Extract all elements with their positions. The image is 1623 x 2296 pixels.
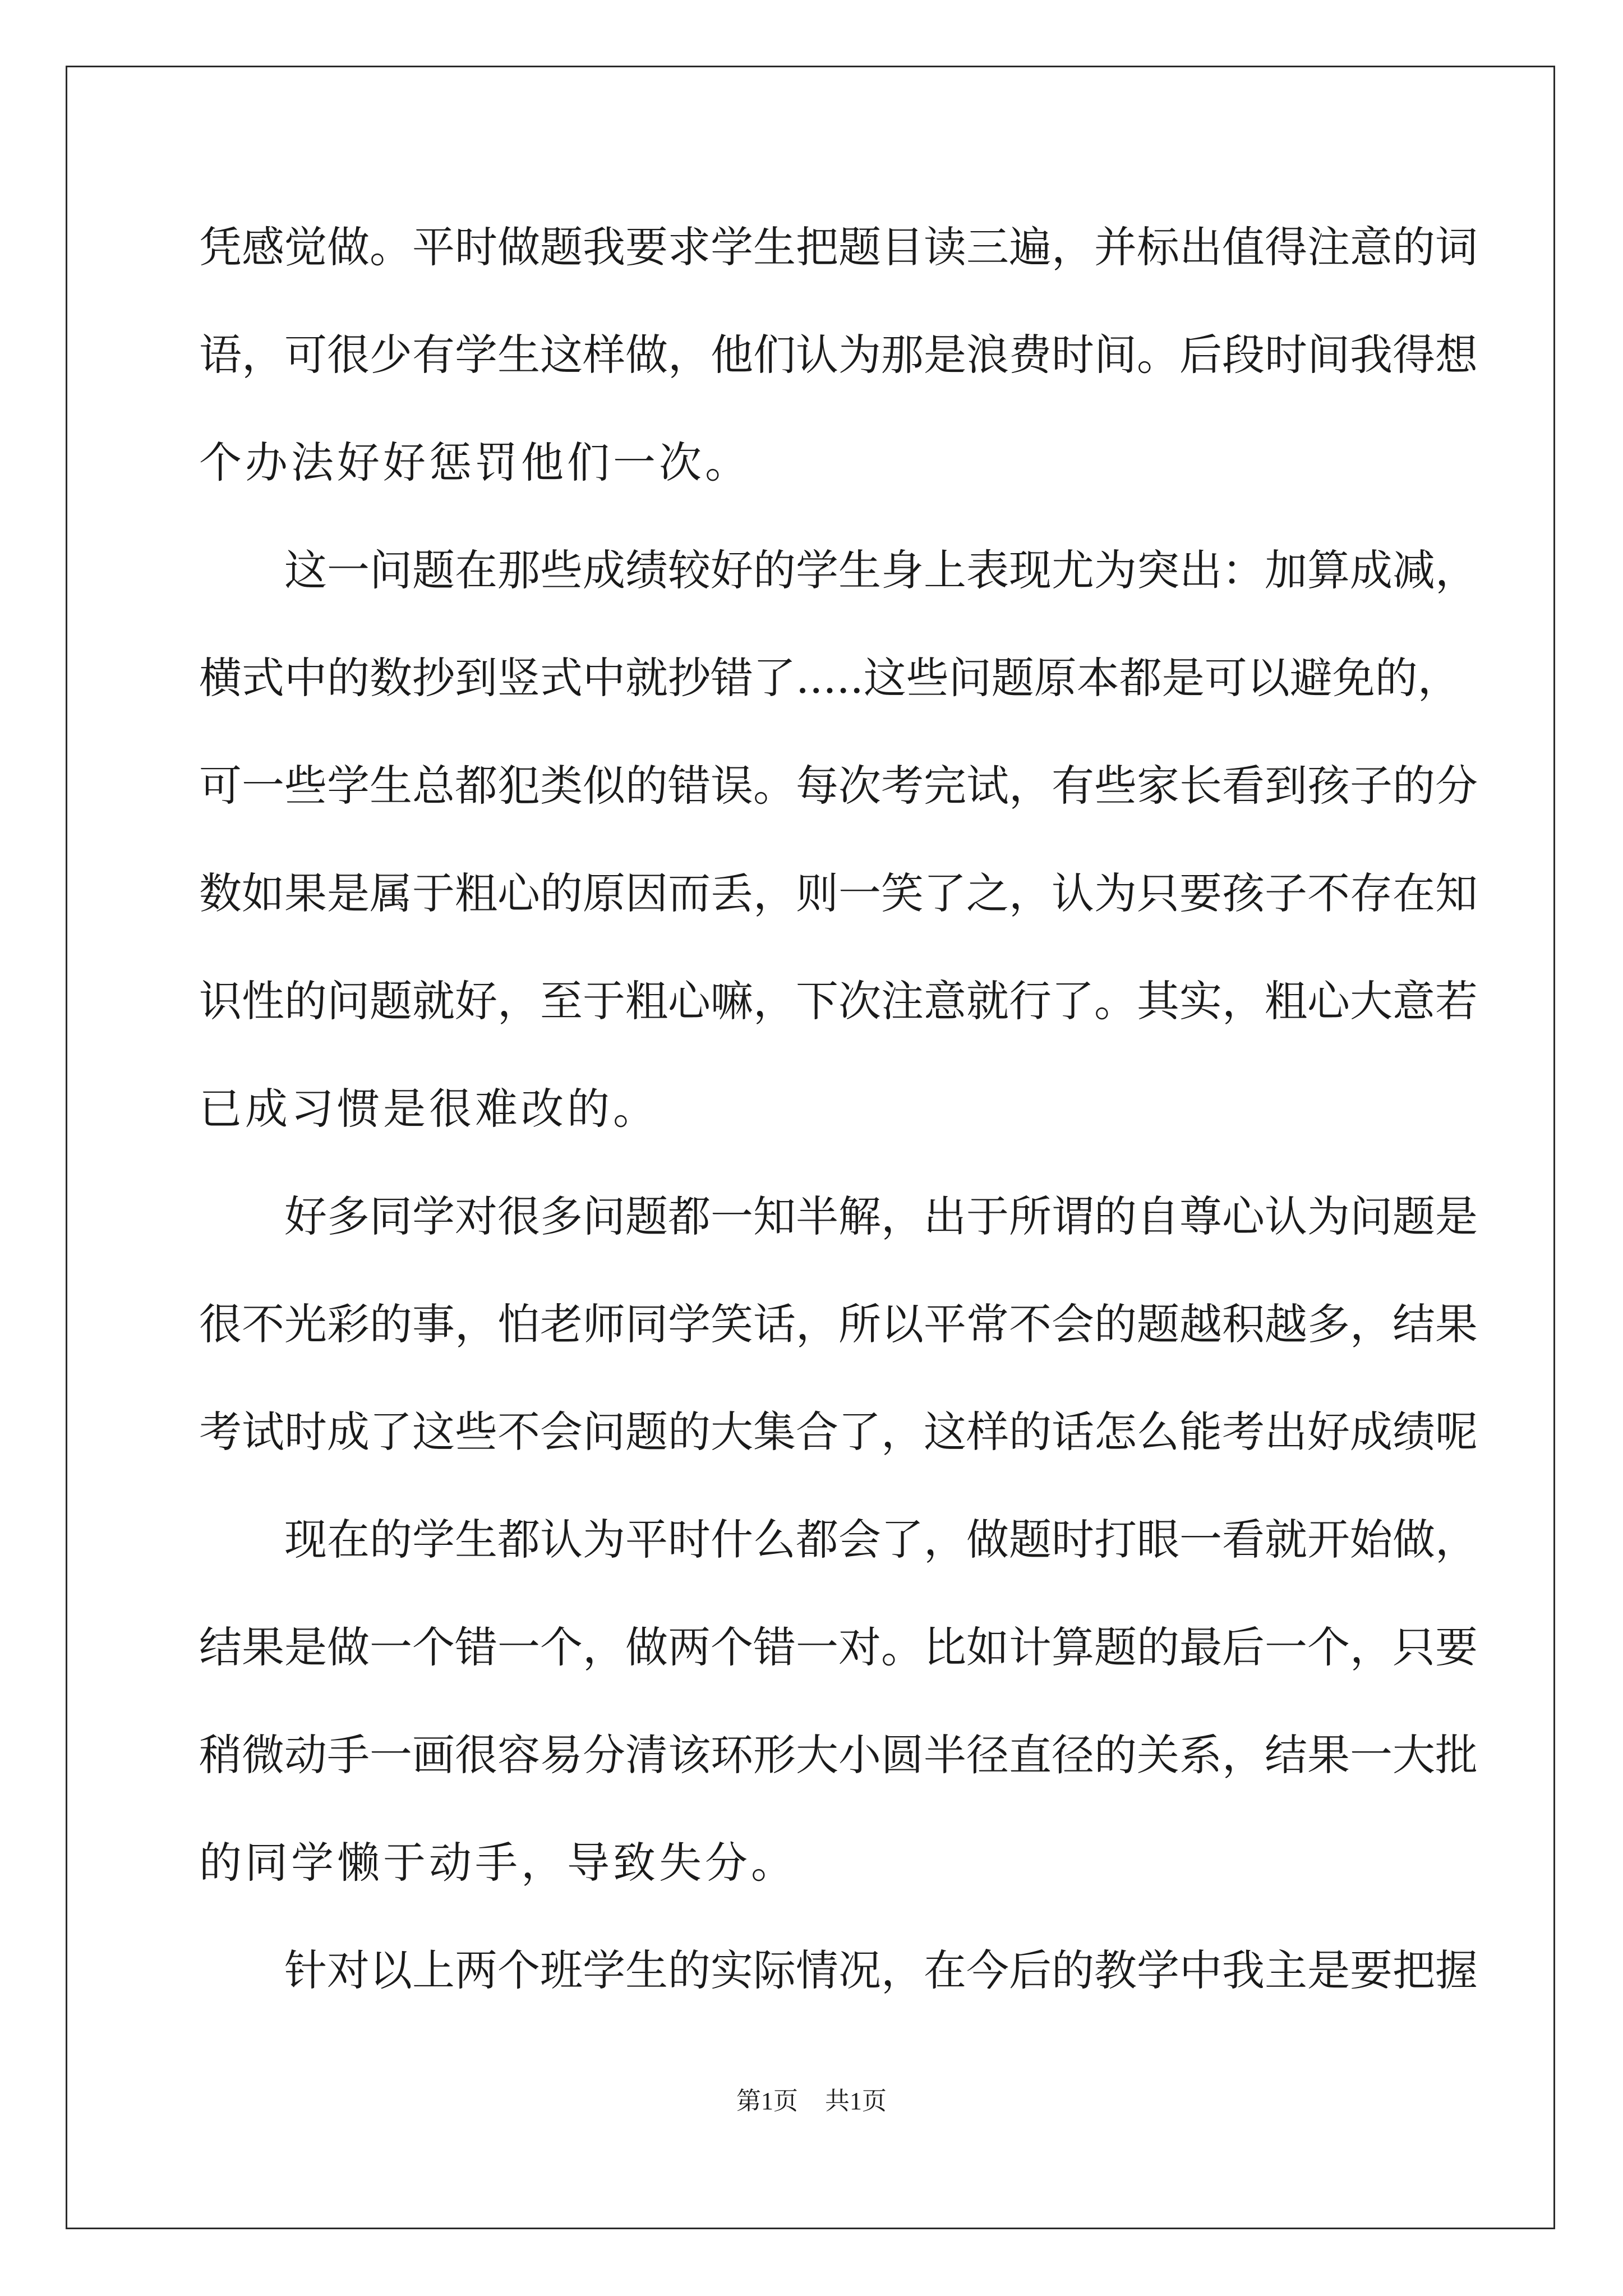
paragraph-5 <box>199 1939 1478 2047</box>
text-line: 很不光彩的事，怕老师同学笑话，所以平常不会的题越积越多，结果 <box>199 1299 1478 1349</box>
text-line: 结果是做一个错一个，做两个错一对。比如计算题的最后一个，只要 <box>199 1622 1478 1672</box>
paragraph-4 <box>199 1508 1478 1939</box>
text-line: 稍微动手一画很容易分清该环形大小圆半径直径的关系，结果一大批 <box>199 1730 1478 1780</box>
text-line: 横式中的数抄到竖式中就抄错了.....这些问题原本都是可以避免的， <box>199 653 1460 703</box>
text-line: 的同学懒于动手，导致失分。 <box>199 1838 797 1888</box>
text-line: 这一问题在那些成绩较好的学生身上表现尤为突出：加算成减， <box>284 545 1478 595</box>
paragraph-1 <box>199 216 1478 539</box>
document-body <box>199 216 1478 2047</box>
page-footer <box>0 2086 1623 2117</box>
text-line: 好多同学对很多问题都一知半解，出于所谓的自尊心认为问题是 <box>284 1191 1478 1241</box>
text-line: 针对以上两个班学生的实际情况，在今后的教学中我主是要把握 <box>284 1945 1478 1995</box>
text-line: 考试时成了这些不会问题的大集合了，这样的话怎么能考出好成绩呢 <box>199 1407 1478 1457</box>
paragraph-2 <box>199 539 1478 1185</box>
page-number-current: 第1页 <box>736 2087 798 2115</box>
text-line: 已成习惯是很难改的。 <box>199 1084 659 1134</box>
text-line: 个办法好好惩罚他们一次。 <box>199 438 751 487</box>
text-line: 可一些学生总都犯类似的错误。每次考完试，有些家长看到孩子的分 <box>199 761 1478 811</box>
text-line: 凭感觉做。平时做题我要求学生把题目读三遍，并标出值得注意的词 <box>199 222 1478 272</box>
text-line: 数如果是属于粗心的原因而丢，则一笑了之，认为只要孩子不存在知 <box>199 868 1478 918</box>
paragraph-3 <box>199 1185 1478 1508</box>
text-line: 现在的学生都认为平时什么都会了，做题时打眼一看就开始做， <box>284 1515 1478 1565</box>
text-line: 语，可很少有学生这样做，他们认为那是浪费时间。后段时间我得想 <box>199 330 1478 380</box>
page-number-total: 共1页 <box>825 2087 887 2115</box>
text-line: 识性的问题就好，至于粗心嘛，下次注意就行了。其实，粗心大意若 <box>199 976 1478 1026</box>
